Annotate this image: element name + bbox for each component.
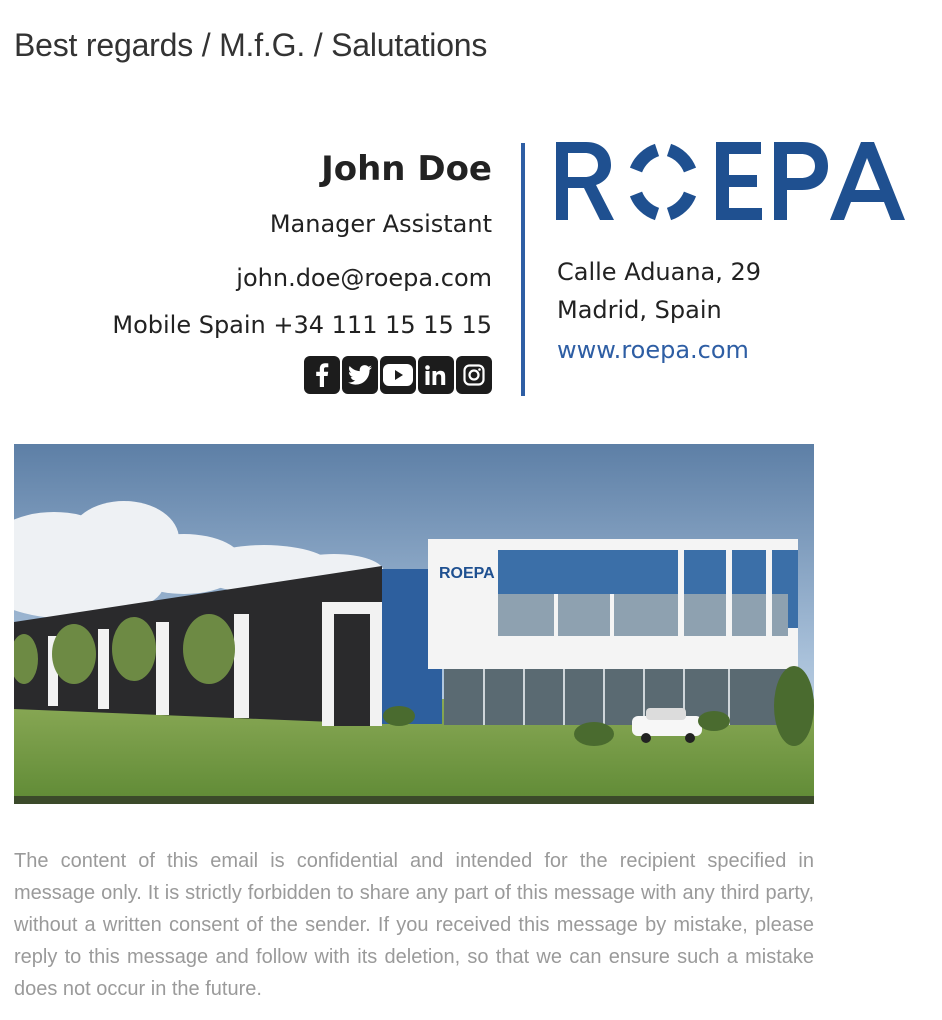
company-website-link[interactable]: www.roepa.com — [557, 336, 749, 364]
contact-email-link[interactable]: john.doe@roepa.com — [236, 264, 492, 292]
contact-mobile: Mobile Spain +34 111 15 15 15 — [112, 311, 492, 339]
building-photo — [14, 444, 814, 804]
address-line-2: Madrid, Spain — [557, 296, 722, 324]
company-address — [557, 253, 761, 329]
social-links — [304, 356, 492, 394]
contact-block — [12, 146, 492, 340]
youtube-icon[interactable] — [380, 356, 416, 394]
roepa-logo — [556, 142, 906, 227]
contact-name: John Doe — [321, 149, 492, 189]
vertical-divider — [521, 143, 525, 396]
instagram-icon[interactable] — [456, 356, 492, 394]
facebook-icon[interactable] — [304, 356, 340, 394]
address-line-1: Calle Aduana, 29 — [557, 258, 762, 286]
twitter-icon[interactable] — [342, 356, 378, 394]
contact-role: Manager Assistant — [269, 210, 492, 238]
linkedin-icon[interactable] — [418, 356, 454, 394]
building-sign-text: ROEPA — [439, 565, 495, 582]
confidentiality-disclaimer: The content of this email is confidential and intended for the recipient specified in message only. It is strictly forbidden to share any part of this message with any third party, without a written consent of the sender. If you received this message by mistake, please reply to this message and follow with its deletion, so that we can ensure such a mistake does not occur in the future. — [14, 850, 814, 1000]
greeting-text: Best regards / M.f.G. / Salutations — [14, 27, 488, 63]
